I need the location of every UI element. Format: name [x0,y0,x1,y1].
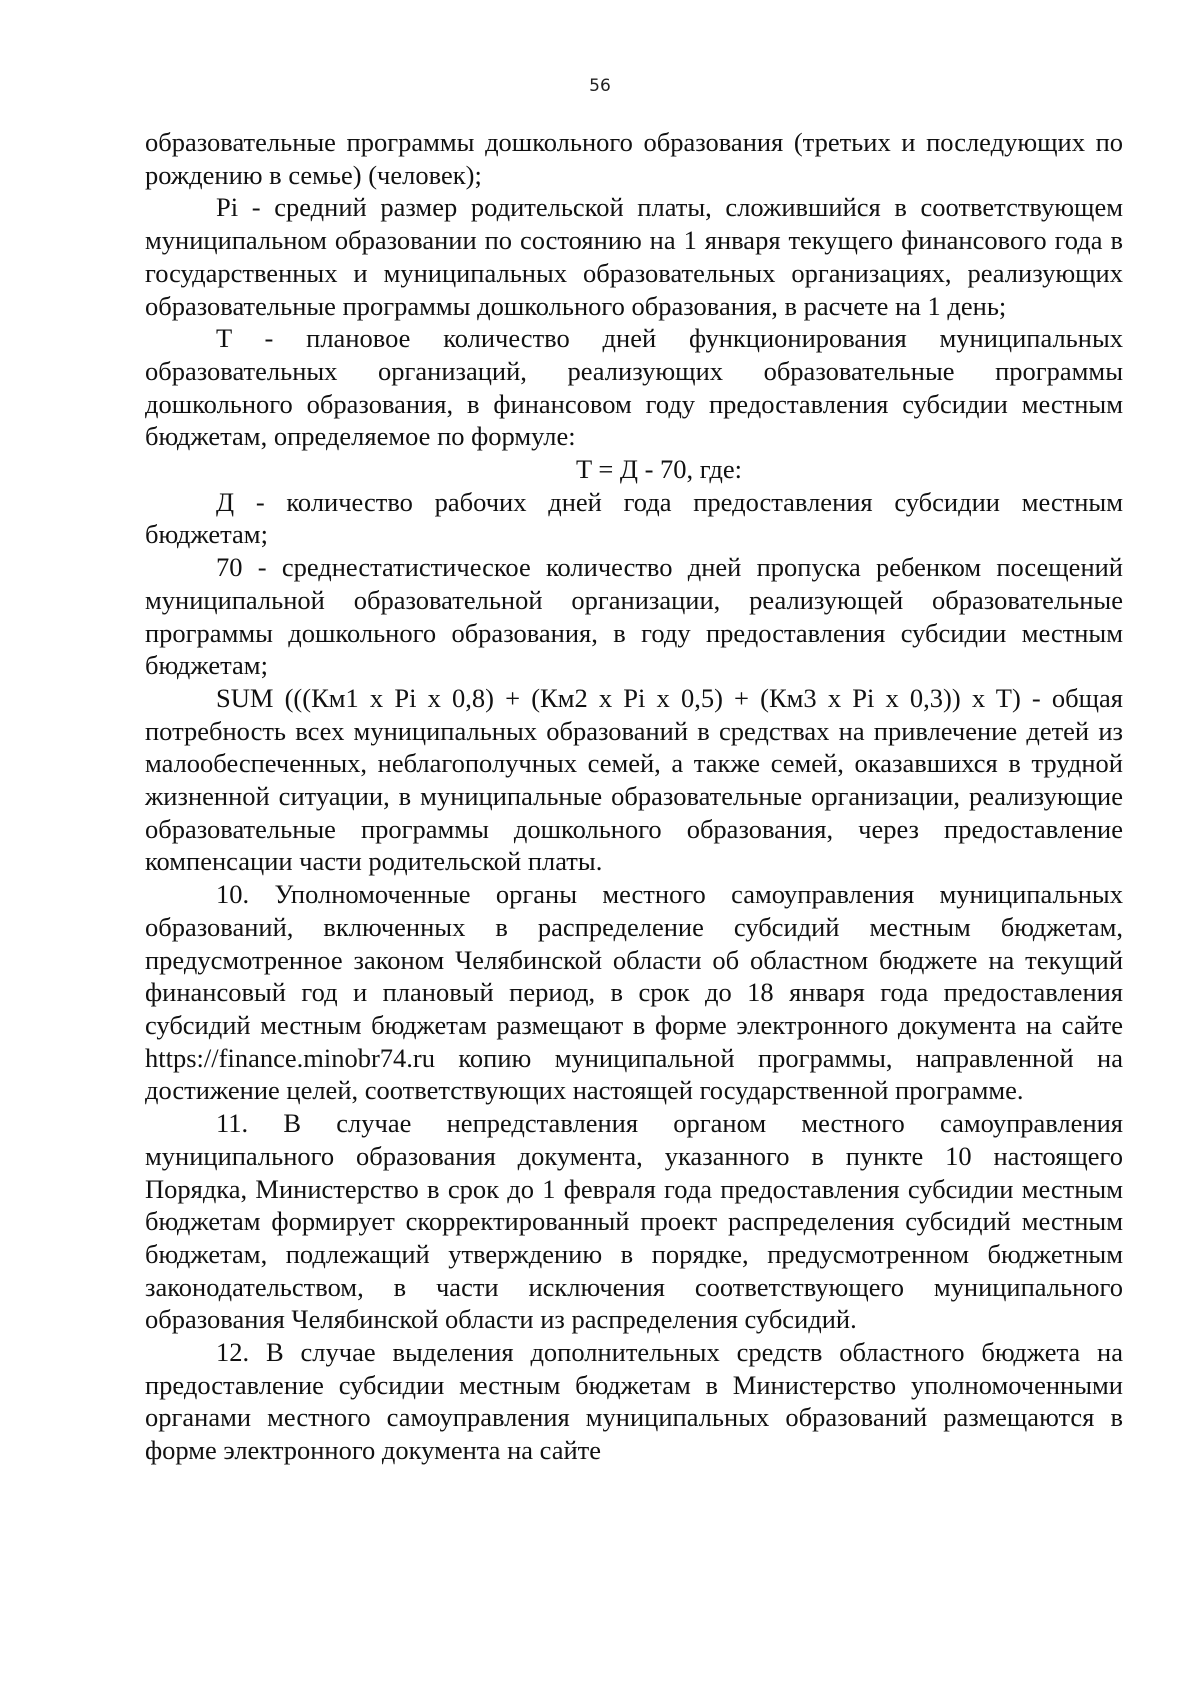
paragraph-continuation: образовательные программы дошкольного образования (третьих и последующих по рождению в семье) (человек); [145,127,1123,190]
paragraph-item-12: 12. В случае выделения дополнительных средств областного бюджета на предоставление субсидии местным бюджетам в Министерство уполномоченными органами местного самоуправления муниципальных образований размещаются в форме электронного документа на сайте [145,1337,1123,1466]
formula-t: T = Д - 70, где: [576,454,742,485]
paragraph-70-definition: 70 - среднестатистическое количество дней пропуска ребенком посещений муниципальной образовательной организации, реализующей образовательные программы дошкольного образования, в году предоставления субсидии местным бюджетам; [145,552,1123,681]
paragraph-t-definition: T - плановое количество дней функционирования муниципальных образовательных организаций, реализующих образовательные программы дошкольного образования, в финансовом году предоставления субсидии местным бюджетам, определяемое по формуле: [145,323,1123,452]
document-body [145,126,1123,1467]
paragraph-d-definition: Д - количество рабочих дней года предоставления субсидии местным бюджетам; [145,486,1123,550]
paragraph-pi-definition: Pi - средний размер родительской платы, сложившийся в соответствующем муниципальном образовании по состоянию на 1 января текущего финансового года в государственных и муниципальных образовательных организациях, реализующих образовательные программы дошкольного образования, в расчете на 1 день; [145,192,1123,321]
page-number: 56 [589,76,611,96]
paragraph-sum-definition: SUM (((Км1 x Pi x 0,8) + (Км2 x Pi x 0,5) + (Км3 x Pi x 0,3)) x T) - общая потребность всех муниципальных образований в средствах на привлечение детей из малообеспеченных, неблагополучных семей, а также семей, оказавшихся в трудной жизненной ситуации, в муниципальные образовательные организации, реализующие образовательные программы дошкольного образования, через предоставление компенсации части родительской платы. [145,682,1123,877]
paragraph-item-11: 11. В случае непредставления органом местного самоуправления муниципального образования документа, указанного в пункте 10 настоящего Порядка, Министерство в срок до 1 февраля года предоставления субсидии местным бюджетам формирует скорректированный проект распределения субсидий местным бюджетам, подлежащий утверждению в порядке, предусмотренном бюджетным законодательством, в части исключения соответствующего муниципального образования Челябинской области из распределения субсидий. [145,1108,1123,1335]
paragraph-item-10: 10. Уполномоченные органы местного самоуправления муниципальных образований, включенных в распределение субсидий местным бюджетам, предусмотренное законом Челябинской области об областном бюджете на текущий финансовый год и плановый период, в срок до 18 января года предоставления субсидий местным бюджетам размещают в форме электронного документа на сайте https://finance.minobr74.ru копию муниципальной программы, направленной на достижение целей, соответствующих настоящей государственной программе. [145,879,1123,1106]
